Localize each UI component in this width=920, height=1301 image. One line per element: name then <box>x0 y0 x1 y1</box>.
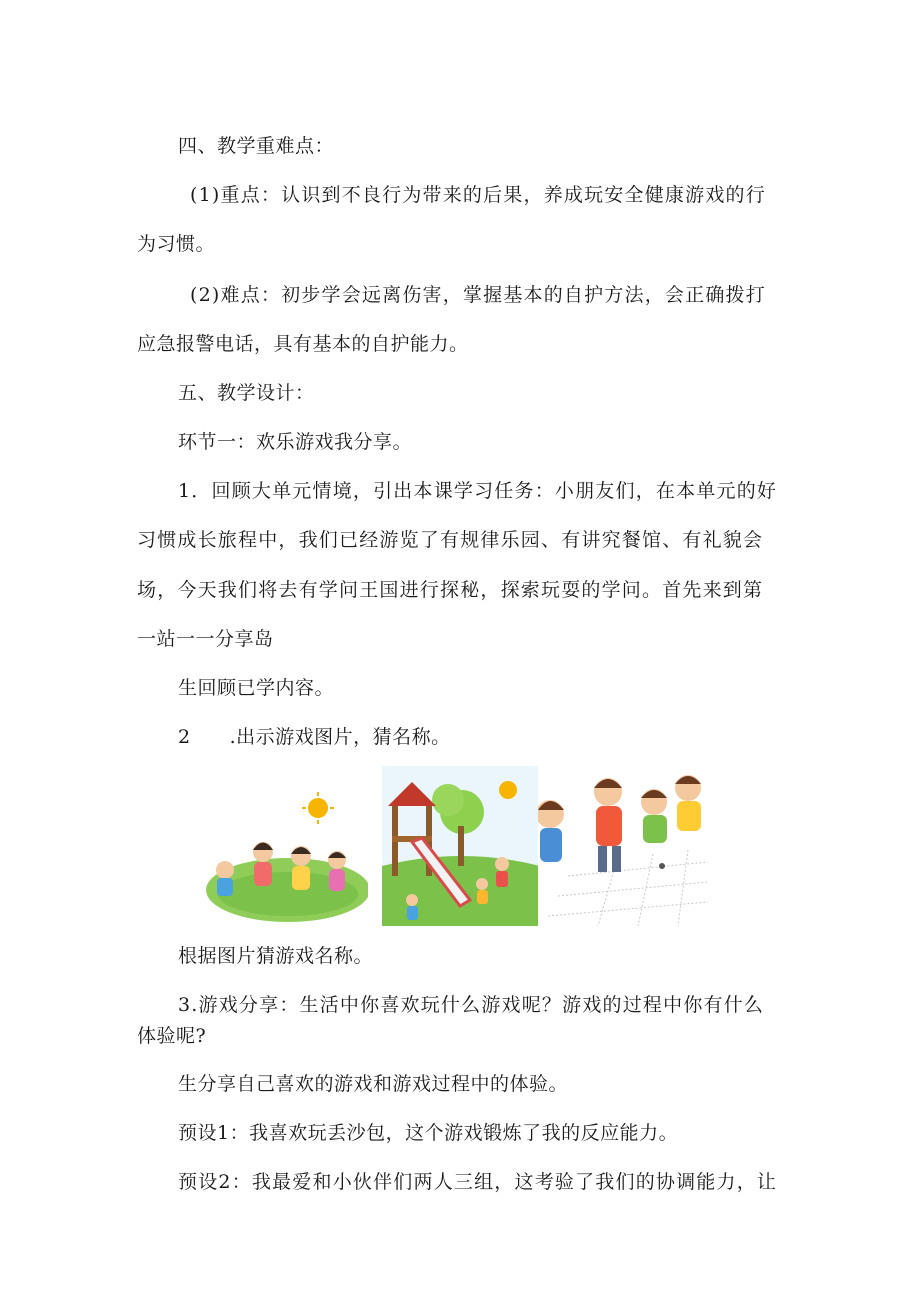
game-pictures <box>0 760 920 935</box>
paragraph-key-point: (1)重点：认识到不良行为带来的后果，养成玩安全健康游戏的行 <box>190 184 766 206</box>
item-2: 2 .出示游戏图片，猜名称。 <box>178 726 451 748</box>
item-3-line-1: 3.游戏分享：生活中你喜欢玩什么游戏呢？游戏的过程中你有什么 <box>178 994 765 1016</box>
preset-2: 预设2：我最爱和小伙伴们两人三组，这考验了我们的协调能力，让 <box>178 1171 778 1193</box>
section-heading-design: 五、教学设计： <box>178 382 315 404</box>
guess-game-name: 根据图片猜游戏名称。 <box>178 945 374 967</box>
item-1-line-2: 习惯成长旅程中，我们已经游览了有规律乐园、有讲究餐馆、有礼貌会 <box>137 529 764 551</box>
item-1-line-3: 场，今天我们将去有学问王国进行探秘，探索玩耍的学问。首先来到第 <box>137 579 764 601</box>
preset-1: 预设1：我喜欢玩丢沙包，这个游戏锻炼了我的反应能力。 <box>178 1122 679 1144</box>
section-heading-difficulties: 四、教学重难点： <box>178 135 335 157</box>
item-1-line-4: 一站一一分享岛 <box>137 628 274 650</box>
paragraph-difficult-point-cont: 应急报警电话，具有基本的自护能力。 <box>137 333 469 355</box>
game-picture-playground-slide <box>382 766 540 926</box>
paragraph-key-point-cont: 为习惯。 <box>137 233 216 255</box>
student-share: 生分享自己喜欢的游戏和游戏过程中的体验。 <box>178 1073 569 1095</box>
item-1-line-1: 1．回顾大单元情境，引出本课学习任务：小朋友们，在本单元的好 <box>178 480 778 502</box>
student-review: 生回顾已学内容。 <box>178 677 335 699</box>
game-picture-hopscotch <box>538 766 708 926</box>
item-3-line-2: 体验呢? <box>137 1025 207 1047</box>
stage-one-heading: 环节一：欢乐游戏我分享。 <box>178 431 413 453</box>
game-picture-children-playing <box>203 790 368 925</box>
paragraph-difficult-point: (2)难点：初步学会远离伤害，掌握基本的自护方法，会正确拨打 <box>190 284 766 306</box>
